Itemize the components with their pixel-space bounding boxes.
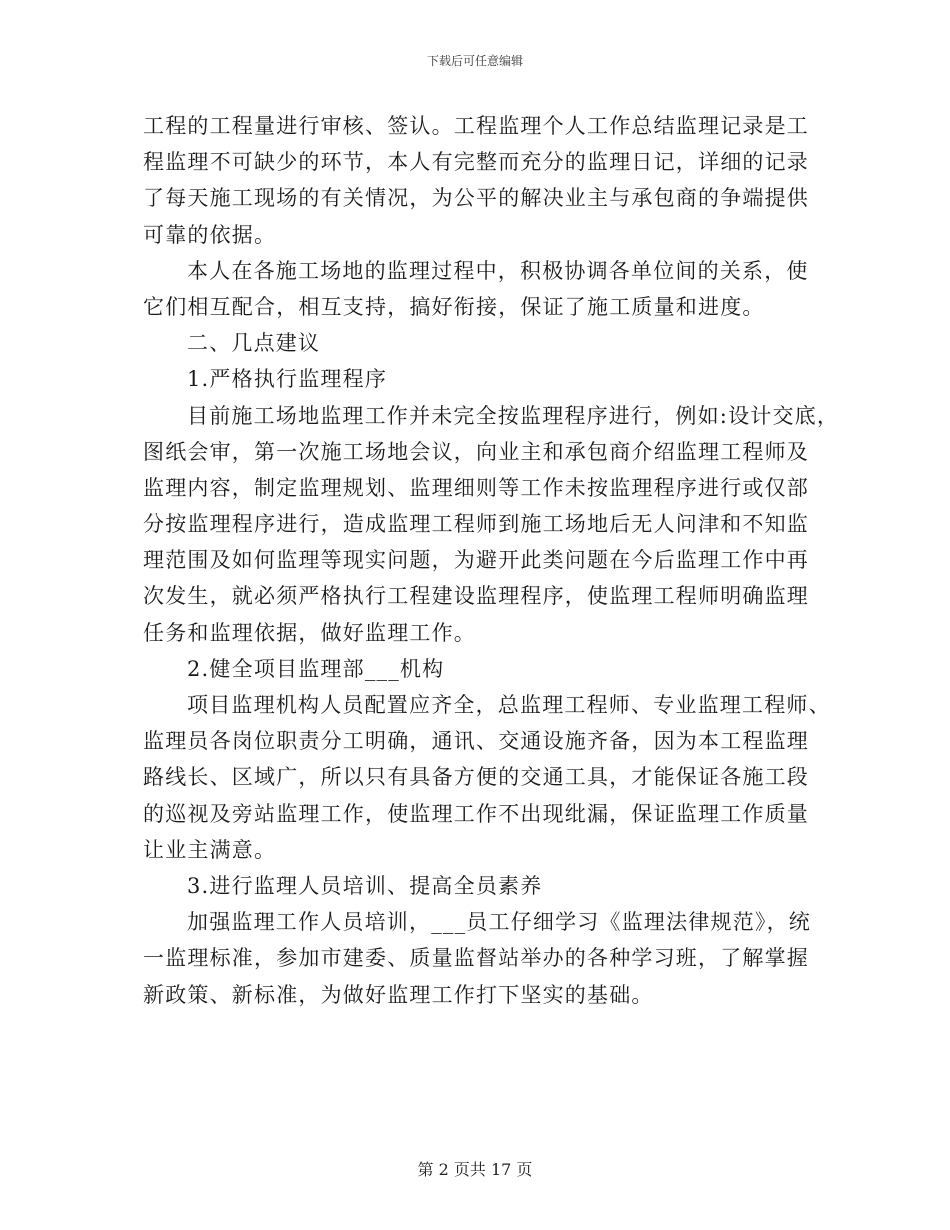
text-line: 3.进行监理人员培训、提高全员素养	[187, 873, 543, 898]
text-line: 任务和监理依据，做好监理工作。	[143, 620, 476, 645]
text-line: 可靠的依据。	[143, 222, 277, 247]
text-line: 分按监理程序进行，造成监理工程师到施工场地后无人问津和不知监	[143, 512, 809, 537]
text-line: 工程的工程量进行审核、签认。工程监理个人工作总结监理记录是工	[143, 114, 809, 138]
text-line: 程监理不可缺少的环节，本人有完整而充分的监理日记，详细的记录	[143, 150, 809, 175]
text-line: 理范围及如何监理等现实问题，为避开此类问题在今后监理工作中再	[143, 548, 809, 573]
text-line: 本人在各施工场地的监理过程中，积极协调各单位间的关系，使	[187, 258, 809, 283]
page-header: 下载后可任意编辑	[426, 54, 523, 68]
text-line: 2.健全项目监理部___机构	[187, 656, 445, 681]
text-line: 二、几点建议	[187, 331, 321, 356]
text-line: 1.严格执行监理程序	[187, 367, 388, 392]
text-line: 次发生，就必须严格执行工程建设监理程序，使监理工程师明确监理	[143, 584, 809, 609]
text-line: 图纸会审，第一次施工场地会议，向业主和承包商介绍监理工程师及	[143, 439, 809, 464]
text-line: 目前施工场地监理工作并未完全按监理程序进行，例如:设计交底，	[187, 403, 840, 428]
text-line: 一监理标准，参加市建委、质量监督站举办的各种学习班，了解掌握	[143, 946, 809, 971]
text-line: 监理内容，制定监理规划、监理细则等工作未按监理程序进行或仅部	[143, 475, 809, 500]
document-body	[143, 108, 840, 1013]
text-line: 它们相互配合，相互支持，搞好衔接，保证了施工质量和进度。	[143, 294, 765, 319]
text-line: 让业主满意。	[143, 837, 277, 862]
text-line: 新政策、新标准，为做好监理工作打下坚实的基础。	[143, 982, 654, 1007]
text-line: 监理员各岗位职责分工明确，通讯、交通设施齐备，因为本工程监理	[143, 729, 809, 754]
text-line: 项目监理机构人员配置应齐全，总监理工程师、专业监理工程师、	[187, 693, 831, 717]
text-line: 路线长、区域广，所以只有具备方便的交通工具，才能保证各施工段	[143, 765, 809, 790]
text-line: 的巡视及旁站监理工作，使监理工作不出现纰漏，保证监理工作质量	[143, 801, 809, 826]
text-line: 加强监理工作人员培训，___员工仔细学习《监理法律规范》，统	[187, 910, 811, 935]
page-footer: 第 2 页共 17 页	[417, 1160, 533, 1179]
text-line: 了每天施工现场的有关情况，为公平的解决业主与承包商的争端提供	[143, 186, 809, 211]
